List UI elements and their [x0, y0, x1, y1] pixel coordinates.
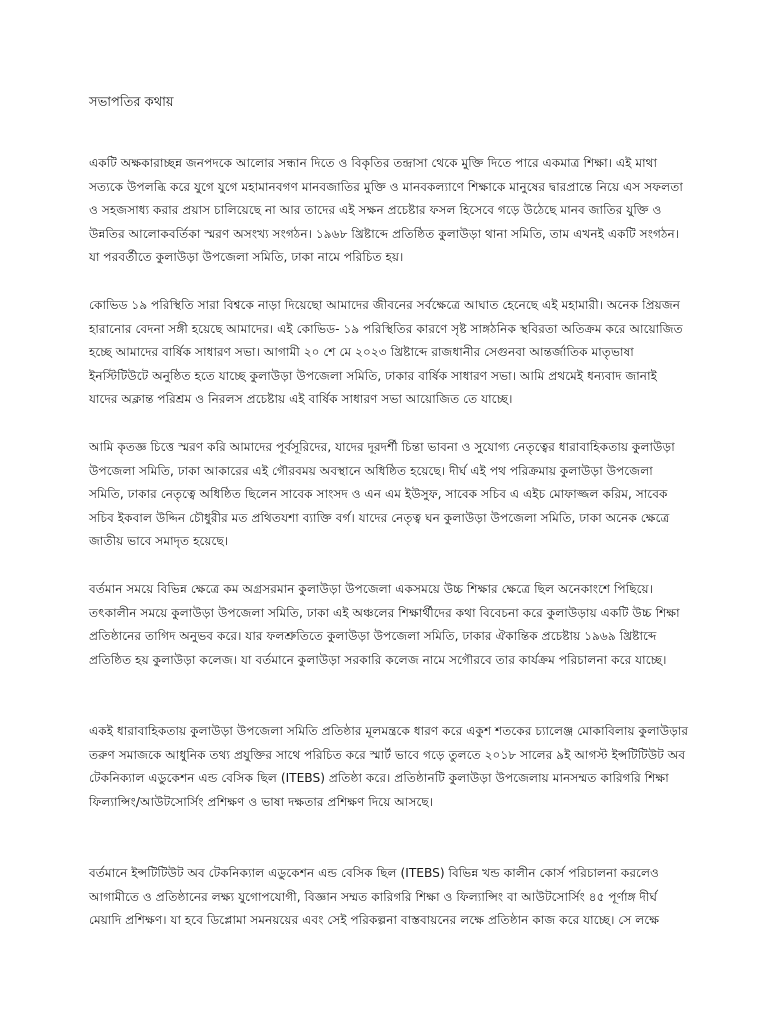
paragraph-itebs-future: বর্তমানে ইন্সটিটিউট অব টেকনিক্যাল এডুকেশন এন্ড বেসিক ছিল (ITEBS) বিভিন্ন খন্ড কালীন কোর্স পরিচালনা করলেও আগামীতে ও প্রতিষ্ঠানের লক্ষ্য যুগোপযোগী, বিজ্ঞান সম্মত কারিগরি শিক্ষা ও ফিল্যান্সিং বা আউটসোর্সিং ৪৫ পূর্ণাঙ্গ দীর্ঘ মেয়াদি প্রশিক্ষণ। যা হবে ডিপ্লোমা সমনয়য়ের এবং সেই পরিকল্পনা বাস্তবায়নের লক্ষে প্রতিষ্ঠান কাজ করে যাচ্ছে। সে লক্ষে	[89, 866, 660, 927]
paragraph-covid-general-meeting: কোভিড ১৯ পরিস্থিতি সারা বিশ্বকে নাড়া দিয়েছো আমাদের জীবনের সর্বক্ষেত্রে আঘাত হেনেছে এই মহামারী। অনেক প্রিয়জন হারানোর বেদনা সঙ্গী হয়েছে আমাদের। এই কোভিড- ১৯ পরিস্থিতির কারণে সৃষ্ট সাঙ্গঠনিক স্থবিরতা অতিক্রম করে আয়োজিত হচ্ছে আমাদের বার্ষিক সাধারণ সভা। আগামী ২০ শে মে ২০২৩ খ্রিষ্টাব্দে রাজধানীর সেগুনবা আন্তর্জাতিক মাতৃভাষা ইনস্টিটিউটে অনুষ্ঠিত হতে যাচ্ছে কুলাউড়া উপজেলা সমিতি, ঢাকার বার্ষিক সাধারণ সভা। আমি প্রথমেই ধন্যবাদ জানাই যাদের অক্লান্ত পরিশ্রম ও নিরলস প্রচেষ্টায় এই বার্ষিক সাধারণ সভা আয়োজিত তে যাচ্ছে।	[89, 298, 683, 406]
paragraph-predecessors-tribute: আমি কৃতজ্ঞ চিত্তে স্মরণ করি আমাদের পূর্বসূরিদের, যাদের দূরদর্শী চিন্তা ভাবনা ও সুযোগ্য নেতৃত্বের ধারাবাহিকতায় কুলাউড়া উপজেলা সমিতি, ঢাকা আকারের এই গৌরবময় অবস্থানে অধিষ্ঠিত হয়েছে। দীর্ঘ এই পথ পরিক্রমায় কুলাউড়া উপজেলা সমিতি, ঢাকার নেতৃত্বে অধিষ্ঠিত ছিলেন সাবেক সাংসদ ও এন এম ইউসুফ, সাবেক সচিব এ এইচ মোফাজ্জল করিম, সাবেক সচিব ইকবাল উদ্দিন চৌধুরীর মত প্রথিতযশা ব্যাক্তি বর্গ। যাদের নেতৃত্ব ঘন কুলাউড়া উপজেলা সমিতি, ঢাকা অনেক ক্ষেত্রে জাতীয় ভাবে সমাদৃত হয়েছে।	[89, 440, 675, 548]
paragraph-itebs-founding: একই ধারাবাহিকতায় কুলাউড়া উপজেলা সমিতি প্রতিষ্ঠার মূলমন্ত্রকে ধারণ করে একুশ শতকের চ্যালেঞ্জ মোকাবিলায় কুলাউড়ার তরুণ সমাজকে আধুনিক তথ্য প্রযুক্তির সাথে পরিচিত করে স্মার্ট ভাবে গড়ে তুলতে ২০১৮ সালের ৯ই আগস্ট ইন্সটিটিউট অব টেকনিক্যাল এডুকেশন এন্ড বেসিক ছিল (ITEBS) প্রতিষ্ঠা করে। প্রতিষ্ঠানটি কুলাউড়া উপজেলায় মানসম্মত কারিগরি শিক্ষা ফিল্যান্সিং/আউটসোর্সিং প্রশিক্ষণ ও ভাষা দক্ষতার প্রশিক্ষণ দিয়ে আসছে।	[89, 724, 689, 809]
paragraph-college-founding: বর্তমান সময়ে বিভিন্ন ক্ষেত্রে কম অগ্রসরমান কুলাউড়া উপজেলা একসময়ে উচ্চ শিক্ষার ক্ষেত্রে ছিল অনেকাংশে পিছিয়ে। তৎকালীন সময়ে কুলাউড়া উপজেলা সমিতি, ঢাকা এই অঞ্চলের শিক্ষার্থীদের কথা বিবেচনা করে কুলাউড়ায় একটি উচ্চ শিক্ষা প্রতিষ্ঠানের তাগিদ অনুভব করে। যার ফলশ্রুতিতে কুলাউড়া উপজেলা সমিতি, ঢাকার ঐকান্তিক প্রচেষ্টায় ১৯৬৯ খ্রিষ্টাব্দে প্রতিষ্ঠিত হয় কুলাউড়া কলেজ। যা বর্তমানে কুলাউড়া সরকারি কলেজ নামে সগৌরবে তার কার্যক্রম পরিচালনা করে যাচ্ছে।	[89, 582, 680, 667]
page-heading: সভাপতির কথায়	[89, 95, 174, 110]
paragraph-founding-history: একটি অক্ষকারাচ্ছন্ন জনপদকে আলোর সন্ধান দিতে ও বিকৃতির তন্দ্রাসা থেকে মুক্তি দিতে পারে একমাত্র শিক্ষা। এই মাথা সত্যকে উপলব্ধি করে যুগে যুগে মহামানবগণ মানবজাতির মুক্তি ও মানবকল্যাণে শিক্ষাকে মানুষের দ্বারপ্রান্তে নিয়ে এস সফলতা ও সহজসাধ্য করার প্রয়াস চালিয়েছে না আর তাদের এই সক্ষন প্রচেষ্টার ফসল হিসেবে গড়ে উঠেছে মানব জাতির যুক্তি ও উন্নতির আলোকবর্তিকা স্মরণ অসংখ্য সংগঠন। ১৯৬৮ খ্রিষ্টাব্দে প্রতিষ্ঠিত কুলাউড়া থানা সমিতি, তাম এখনই একটি সংগঠন। যা পরবর্তীতে কুলাউড়া উপজেলা সমিতি, ঢাকা নামে পরিচিত হয়।	[89, 156, 683, 264]
